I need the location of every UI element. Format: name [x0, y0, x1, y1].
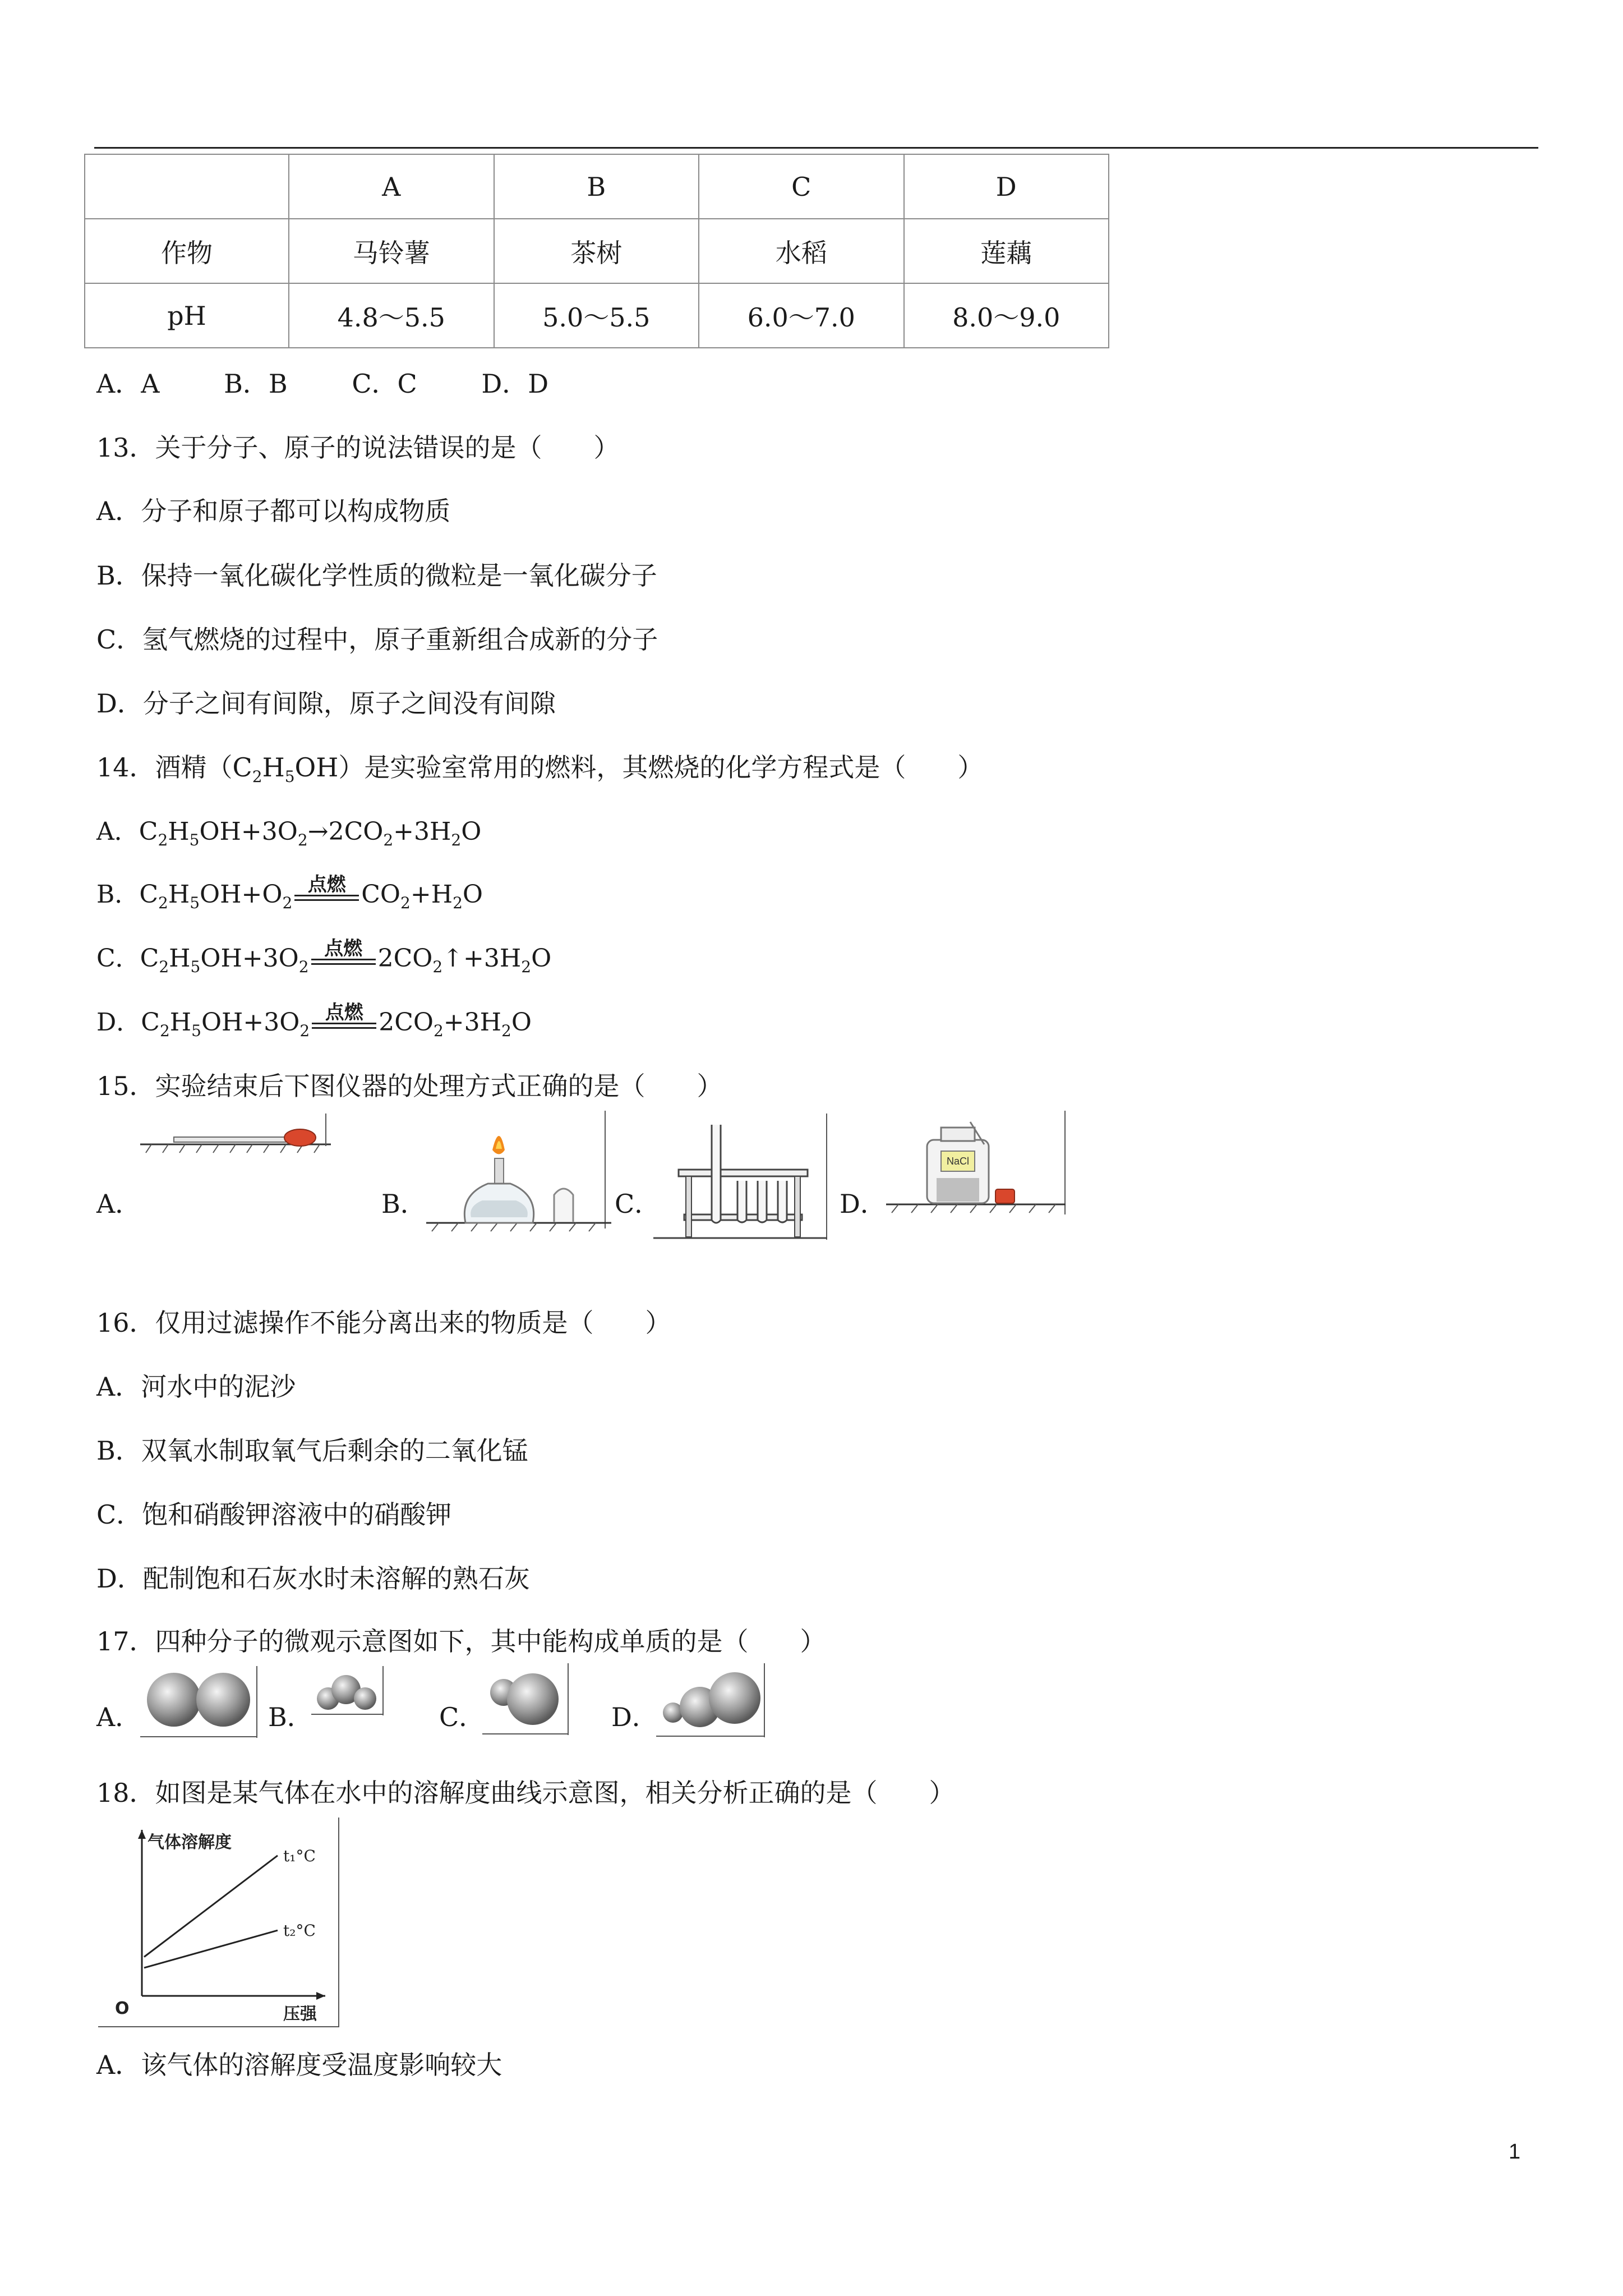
option-letter: D． — [96, 1008, 141, 1037]
dropper-on-table-figure[interactable] — [140, 1114, 331, 1158]
molecule-b-figure[interactable] — [311, 1666, 387, 1717]
molecule-a-figure[interactable] — [140, 1666, 261, 1739]
q15-stem: 15．实验结束后下图仪器的处理方式正确的是（ ） — [96, 1071, 723, 1101]
page-number: 1 — [1509, 2140, 1521, 2164]
table-header-row — [85, 154, 1109, 219]
series-line-2 — [144, 1930, 278, 1968]
reaction-condition — [312, 1002, 376, 1034]
q13-option-d[interactable]: D．分子之间有间隙，原子之间没有间隙 — [96, 688, 556, 719]
q17-label-d[interactable]: D． — [611, 1702, 658, 1732]
y-axis-label: 气体溶解度 — [147, 1833, 232, 1852]
table-cell: C — [699, 154, 904, 219]
condition-label: 点燃 — [324, 937, 363, 960]
reagent-bottle-figure[interactable] — [886, 1111, 1071, 1223]
q15-label-d[interactable]: D． — [840, 1189, 886, 1219]
table-cell: 莲藕 — [904, 219, 1109, 283]
q13-option-b[interactable]: B．保持一氧化碳化学性质的微粒是一氧化碳分子 — [96, 560, 657, 591]
q16-option-c[interactable]: C．饱和硝酸钾溶液中的硝酸钾 — [96, 1499, 452, 1530]
series-label-2: t₂°C — [283, 1921, 316, 1940]
molecule-d-figure[interactable] — [656, 1663, 768, 1739]
table-cell: A — [289, 154, 494, 219]
q13-option-a[interactable]: A．分子和原子都可以构成物质 — [96, 496, 451, 526]
q17-stem: 17．四种分子的微观示意图如下，其中能构成单质的是（ ） — [96, 1626, 826, 1657]
alcohol-lamp-figure[interactable] — [426, 1111, 611, 1240]
y-axis-arrow — [138, 1830, 146, 1839]
q15-label-a[interactable]: A． — [96, 1189, 141, 1219]
option-letter: B． — [96, 880, 140, 909]
condition-label: 点燃 — [307, 873, 346, 896]
q14-option-c[interactable]: C．$C_2H_5OH+3O_2$ 点燃 $2CO_2↑+3H_2O$ — [96, 938, 551, 976]
table-cell: 6.0～7.0 — [699, 283, 904, 348]
table-cell — [85, 154, 289, 219]
table-cell: pH — [85, 283, 289, 348]
q13-stem: 13．关于分子、原子的说法错误的是（ ） — [96, 432, 620, 463]
molecule-c-figure[interactable] — [482, 1663, 572, 1736]
q12-answer-options — [96, 364, 605, 401]
q18-stem: 18．如图是某气体在水中的溶解度曲线示意图，相关分析正确的是（ ） — [96, 1778, 955, 1808]
table-cell: B — [494, 154, 699, 219]
table-row — [85, 283, 1109, 348]
q18-option-a[interactable]: A．该气体的溶解度受温度影响较大 — [96, 2050, 502, 2080]
q14-option-a[interactable]: A．$C_2H_5OH+3O_2\to 2CO_2+3H_2O$ — [96, 817, 482, 849]
q16-stem: 16．仅用过滤操作不能分离出来的物质是（ ） — [96, 1308, 671, 1338]
q13-option-c[interactable]: C．氢气燃烧的过程中，原子重新组合成新的分子 — [96, 624, 658, 655]
table-cell: 5.0～5.5 — [494, 283, 699, 348]
ph-table — [84, 154, 1109, 348]
series-line-1 — [144, 1856, 278, 1957]
reaction-condition — [311, 938, 376, 970]
table-row — [85, 219, 1109, 283]
q16-option-d[interactable]: D．配制饱和石灰水时未溶解的熟石灰 — [96, 1563, 530, 1594]
solubility-chart — [98, 1818, 339, 2028]
table-cell: 马铃薯 — [289, 219, 494, 283]
q16-option-a[interactable]: A．河水中的泥沙 — [96, 1372, 296, 1402]
condition-label: 点燃 — [325, 1001, 363, 1024]
option-d[interactable]: D．D — [481, 369, 549, 399]
table-cell: D — [904, 154, 1109, 219]
origin-label: O — [115, 1999, 130, 2018]
option-a[interactable]: A．A — [96, 369, 160, 399]
q17-label-b[interactable]: B． — [268, 1702, 313, 1732]
q14-option-d[interactable]: D．$C_2H_5OH+3O_2$ 点燃 $2CO_2+3H_2O$ — [96, 1002, 532, 1040]
table-cell: 8.0～9.0 — [904, 283, 1109, 348]
table-cell: 作物 — [85, 219, 289, 283]
x-axis-label: 压强 — [283, 2004, 317, 2024]
test-tube-rack-figure[interactable] — [653, 1114, 833, 1245]
q14-stem-suffix: OH）是实验室常用的燃料，其燃烧的化学方程式是（ ） — [294, 752, 984, 783]
q15-label-c[interactable]: C． — [615, 1189, 661, 1219]
table-cell: 水稻 — [699, 219, 904, 283]
q17-label-a[interactable]: A． — [96, 1702, 141, 1732]
table-cell: 茶树 — [494, 219, 699, 283]
option-b[interactable]: B．B — [224, 369, 288, 399]
table-cell: 4.8～5.5 — [289, 283, 494, 348]
option-letter: A． — [96, 817, 139, 846]
x-axis-arrow — [316, 1992, 325, 2000]
series-layer — [144, 1847, 316, 1968]
q14-option-b[interactable]: B．$C_2H_5OH+O_2$ 点燃 $CO_2+H_2O$ — [96, 874, 483, 912]
q16-option-b[interactable]: B．双氧水制取氧气后剩余的二氧化锰 — [96, 1435, 528, 1466]
q14-stem-prefix: 14．酒精（C — [96, 752, 252, 783]
option-c[interactable]: C．C — [352, 369, 417, 399]
header-rule — [94, 147, 1538, 149]
nacl-label: NaCl — [946, 1156, 970, 1167]
q14-stem: 14．酒精$(C_2H_5OH)$是实验室常用的燃料，其燃烧的化学方程式是（ ） — [96, 752, 984, 786]
series-label-1: t₁°C — [283, 1846, 316, 1865]
q15-label-b[interactable]: B． — [381, 1189, 426, 1219]
q17-label-c[interactable]: C． — [439, 1702, 485, 1732]
reaction-condition — [294, 875, 359, 906]
option-letter: C． — [96, 944, 140, 973]
